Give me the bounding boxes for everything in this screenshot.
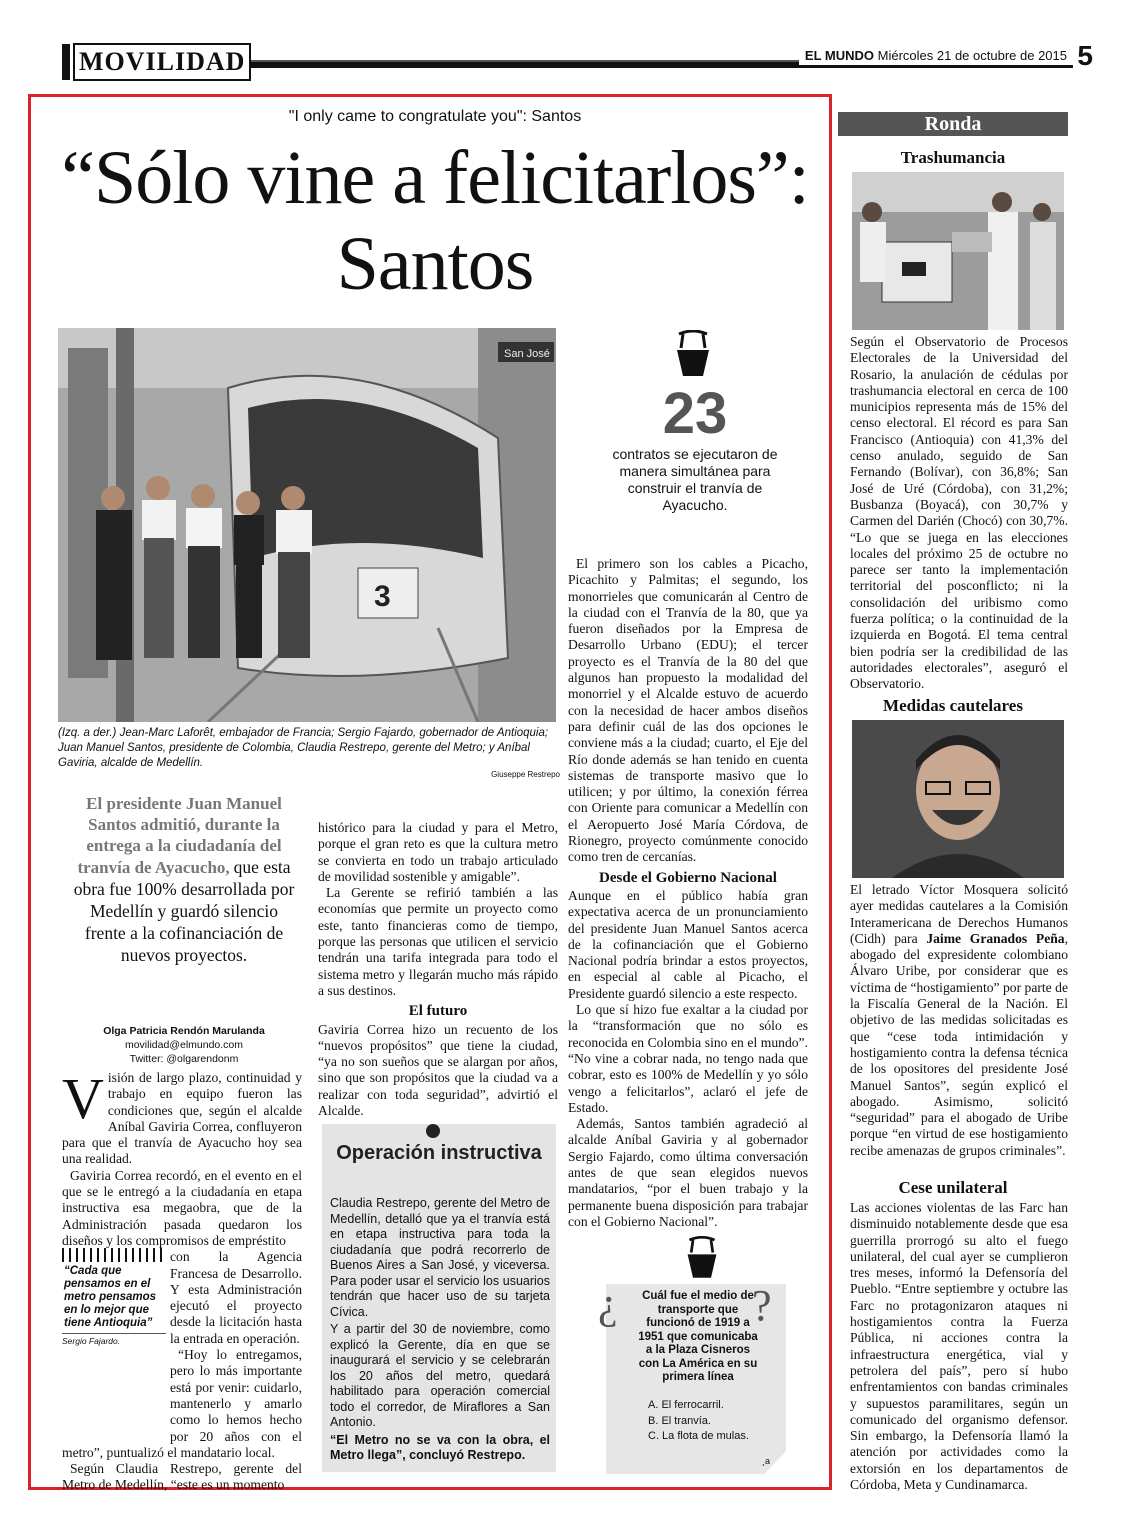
svg-text:3: 3 — [374, 580, 391, 613]
byline-twitter: Twitter: @olgarendonm — [129, 1053, 239, 1065]
quiz-option-b: B. El tranvía. — [648, 1414, 711, 1427]
binder-clip-icon — [673, 330, 713, 378]
paper-date — [799, 46, 1073, 65]
byline-author: Olga Patricia Rendón Marulanda — [103, 1025, 265, 1037]
article-lead — [70, 794, 298, 967]
stat-number: 23 — [662, 381, 728, 446]
trashumancia-text: Según el Observatorio de Procesos Electorales de la Universidad del Rosario, la anulación de cédulas por trashumancia electoral en cerca de 100 municipios representa más de 15% del censo electoral. El récord es para San Francisco (Antioquia) con 41,3% del censo anulado, seguido de San Fernando (Bolívar), con 36,8%; San José de Uré (Córdoba), con 31,2%; Busbanza (Boyacá), con 30,7% y Carmen del Darién (Chocó) con 30,7%. “Lo que se juega en las elecciones locales del próximo 25 de octubre no parece ser tanto la implementación territorial del posconflicto; ni la consolidación del uribismo como fuerza política; o la continuidad de la izquierda en Bogotá. El tema central bien podría ser la credibilidad de las autoridades electorales”, aseguró el Observatorio. — [850, 334, 1068, 692]
paragraph: Gaviria Correa hizo un recuento de los “nuevos propósitos” que tiene la ciudad, “ya no son sueños que se alargan por años, sino que son propósitos que la ciudad va a realizar con toda seguridad”, advirtió el Alcalde. — [318, 1021, 558, 1119]
quiz-options — [648, 1398, 749, 1445]
tram-photo — [58, 328, 556, 722]
paragraph: Aunque en el público había gran expectativa acerca de un pronunciamiento del presidente Juan Manuel Santos acerca de la cofinanciación que el Gobierno Nacional podría brindar a estos proyectos, en especial al cable al Picacho, el Presidente guardó silencio a este respecto. — [568, 887, 808, 1001]
page-number: 5 — [1073, 40, 1097, 72]
byline-email: movilidad@elmundo.com — [124, 1039, 244, 1051]
section-heading-futuro: El futuro — [408, 1003, 468, 1020]
section-name: MOVILIDAD — [73, 43, 251, 81]
paragraph: Claudia Restrepo, gerente del Metro de Medellín, detalló que ya el tranvía está en etapa instructiva para toda la ciudadanía que podrá recorrerlo de Buenos Aires a San José, y viceversa. Para poder usar el servicio los usuarios tendrán que hacer uso de su tarjeta Cívica. — [330, 1196, 550, 1319]
question-open-icon: ¿ — [598, 1279, 618, 1328]
portrait-photo — [852, 720, 1064, 878]
trashumancia-heading: Trashumancia — [900, 148, 1006, 167]
article-column-3 — [568, 556, 808, 1230]
cese-text: Las acciones violentas de las Farc han disminuido notablemente desde que esa guerrilla prorrogó su alto el fuego unilateral, del cual ayer se cumplieron tres meses, informó la Defensoría del Pueblo. “Entre septiembre y octubre las Farc no protagonizaron ataques ni hostigamientos contra la Fuerza Pública, ni acciones contra la infraestructura energética, vial y petrolera del país”, pero sí hubo enfrentamientos con bandas criminales y supuestos paramilitares, según un comunicado del organismo defensor. Sin embargo, la Defensoría llamó la atención por actividades como la extorsión en los departamentos de Córdoba, Meta y Cundinamarca. — [850, 1200, 1068, 1493]
ronda-title: Ronda — [924, 113, 982, 135]
cese-heading: Cese unilateral — [898, 1178, 1008, 1197]
section-masthead — [62, 42, 251, 82]
pin-icon — [426, 1124, 440, 1138]
paper-name: EL MUNDO — [804, 48, 875, 63]
article-subtitle: "I only came to congratulate you": Santos — [288, 108, 582, 125]
ballot-photo-illustration — [852, 172, 1064, 330]
ballot-photo — [852, 172, 1064, 330]
photo-credit: Giuseppe Restrepo — [491, 770, 560, 779]
paragraph: Visión de largo plazo, continuidad y trabajo en equipo fueron las condiciones que, según el alcalde Aníbal Gaviria Correa, confluyeron para que el tranvía de Ayacucho hoy sea una realidad. — [62, 1066, 302, 1167]
paragraph: “Hoy lo entregamos, pero lo más importante está por venir: cuidarlo, mantenerlo y amarlo como lo hemos hecho por 20 años con el metro”, puntualizó el mandatario local. — [62, 1347, 302, 1460]
quiz-option-a: A. El ferrocarril. — [648, 1399, 724, 1411]
paragraph: Además, Santos también agradeció al alcalde Aníbal Gaviria y al gobernador Sergio Fajardo, como última conversación antes de que sean elegidos nuevos mandatarios, “por el buen trabajo y la permanente buena disposición para trabajar con el Gobierno Nacional”. — [568, 1116, 808, 1229]
medidas-text: El letrado Víctor Mosquera solicitó ayer medidas cautelares a la Comisión Interamericana de Derechos Humanos (Cidh) para Jaime Granados Peña, abogado del expresidente colombiano Álvaro Uribe, por considerar que es víctima de “hostigamiento” por parte de la Fiscalía General de la Nación. El objetivo de las medidas solicitadas es que “cese toda intimidación y hostigamiento contra la defensa técnica de los opositores del presidente José Manuel Santos”, según explicó el abogado. Asimismo, solicitó “seguridad” para el abogado de Uribe porque “en virtud de ese hostigamiento recibe amenazas de grupos criminales”. — [850, 882, 1068, 1158]
highlight-name: Jaime Granados Peña — [926, 930, 1065, 946]
pullquote — [62, 1248, 166, 1346]
lead-black: que esta obra fue 100% desarrollada por Medellín y guardó silencio frente a la cofinanciación de nuevos proyectos. — [73, 857, 295, 965]
station-sign: San José — [504, 348, 550, 360]
photo-caption: (Izq. a der.) Jean-Marc Laforêt, embajador de Francia; Sergio Fajardo, gobernador de Antioquia; Juan Manuel Santos, presidente de Colombia, Claudia Restrepo, gerente del Metro; y Aníbal Gaviria, alcalde de Medellín. — [58, 727, 549, 769]
tram-photo-illustration — [58, 328, 556, 722]
article-column-2 — [318, 820, 558, 1119]
stat-text: contratos se ejecutaron de manera simultánea para construir el tranvía de Ayacucho. — [612, 446, 778, 513]
paragraph: Según Claudia Restrepo, gerente del Metro de Medellín, “este es un momento — [62, 1461, 302, 1493]
operacion-text — [330, 1196, 550, 1466]
pullquote-author: Sergio Fajardo. — [62, 1336, 121, 1346]
quiz-mark: ¸a — [762, 1456, 771, 1466]
drop-cap: V — [62, 1066, 104, 1131]
quiz-question: Cuál fue el medio de transporte que funcionó de 1919 a 1951 que comunicaba a la Plaza Cisneros con La América en su primera línea — [638, 1290, 758, 1383]
question-close-icon: ? — [752, 1281, 772, 1330]
lead-gray: El presidente Juan Manuel Santos admitió, durante la entrega a la ciudadanía del tranvía de Ayacucho, — [77, 794, 282, 877]
portrait-photo-illustration — [852, 720, 1064, 878]
paragraph: La Gerente se refirió también a las economías que permite un proyecto como este, tanto financieras como de tiempo, porque las personas que utilicen el servicio tendrán una tarifa integrada para todo el sistema metro y llegarán mucho más rápido a sus destinos. — [318, 885, 558, 998]
paragraph: “El Metro no se va con la obra, el Metro llega”, concluyó Restrepo. — [330, 1432, 550, 1462]
byline — [70, 1024, 298, 1066]
masthead-bar — [62, 44, 70, 80]
operacion-title: Operación instructiva — [336, 1142, 542, 1164]
binder-clip-icon — [684, 1236, 720, 1280]
article-headline: “Sólo vine a felicitarlos”: Santos — [61, 136, 809, 306]
issue-date: Miércoles 21 de octubre de 2015 — [877, 48, 1067, 63]
paragraph: histórico para la ciudad y para el Metro, porque el gran reto es que la cultura metro se convierta en todo un trabajo articulado de movilidad sostenible y amigable”. — [318, 820, 558, 884]
spiral-rings — [62, 1248, 166, 1262]
paragraph: El primero son los cables a Picacho, Picachito y Palmitas; el segundo, los monorrieles que comunicarán al Centro de la ciudad con el Tranvía de la 80, que ya fueron diseñados por la Empresa de Desarrollo Urbano (EDU); el tercer proyecto es el Tranvía de la 80 del que algunos han propuesto la modalidad del monorriel y el Alcalde estuvo de acuerdo con la necesidad de hacer ambos diseños para definir cuál de las dos opciones le conviene más a la ciudad; cuarto, el Eje del Río donde además se han tenido en cuenta sistemas de transporte masivo que lo utilicen; y por último, la conexión férrea con Oriente para comunicar a Medellín con el Aeropuerto José María Córdova, de Rionegro, proyecto comúnmente conocido como tren de cercanías. — [568, 556, 808, 865]
paragraph: Lo que sí hizo fue exaltar a la ciudad por la “transformación que no sólo es reconocida en Colombia sino en el mundo”. “No vine a cobrar nada, no tengo nada que cobrar, esto es 100% de Medellín y yo sólo vengo a felicitarlos”, aclaró el jefe de Estado. — [568, 1002, 808, 1115]
section-heading-gobierno: Desde el Gobierno Nacional — [599, 869, 777, 886]
paragraph: con la Agencia Francesa de Desarrollo. Y esta Administración ejecutó el proyecto desde la licitación hasta la entrada en operación. — [170, 1249, 302, 1346]
paragraph: Gaviria Correa recordó, en el evento en el que se le entregó a la ciudadanía en etapa instructiva esa megaobra, que de la Administración pasada quedaron los diseños y los compromisos de empréstito — [62, 1167, 302, 1248]
medidas-heading: Medidas cautelares — [883, 696, 1023, 715]
quiz-option-c: C. La flota de mulas. — [648, 1430, 749, 1442]
paragraph: Y a partir del 30 de noviembre, como explicó la Gerente, día en que se inaugurará el servicio y se celebrarán los 20 años del metro, quedará habilitado para operación comercial todo el corredor, de Miraflores a San Antonio. — [330, 1322, 550, 1429]
pullquote-text: “Cada que pensamos en el metro pensamos en lo mejor que tiene Antioquia” — [62, 1262, 166, 1334]
